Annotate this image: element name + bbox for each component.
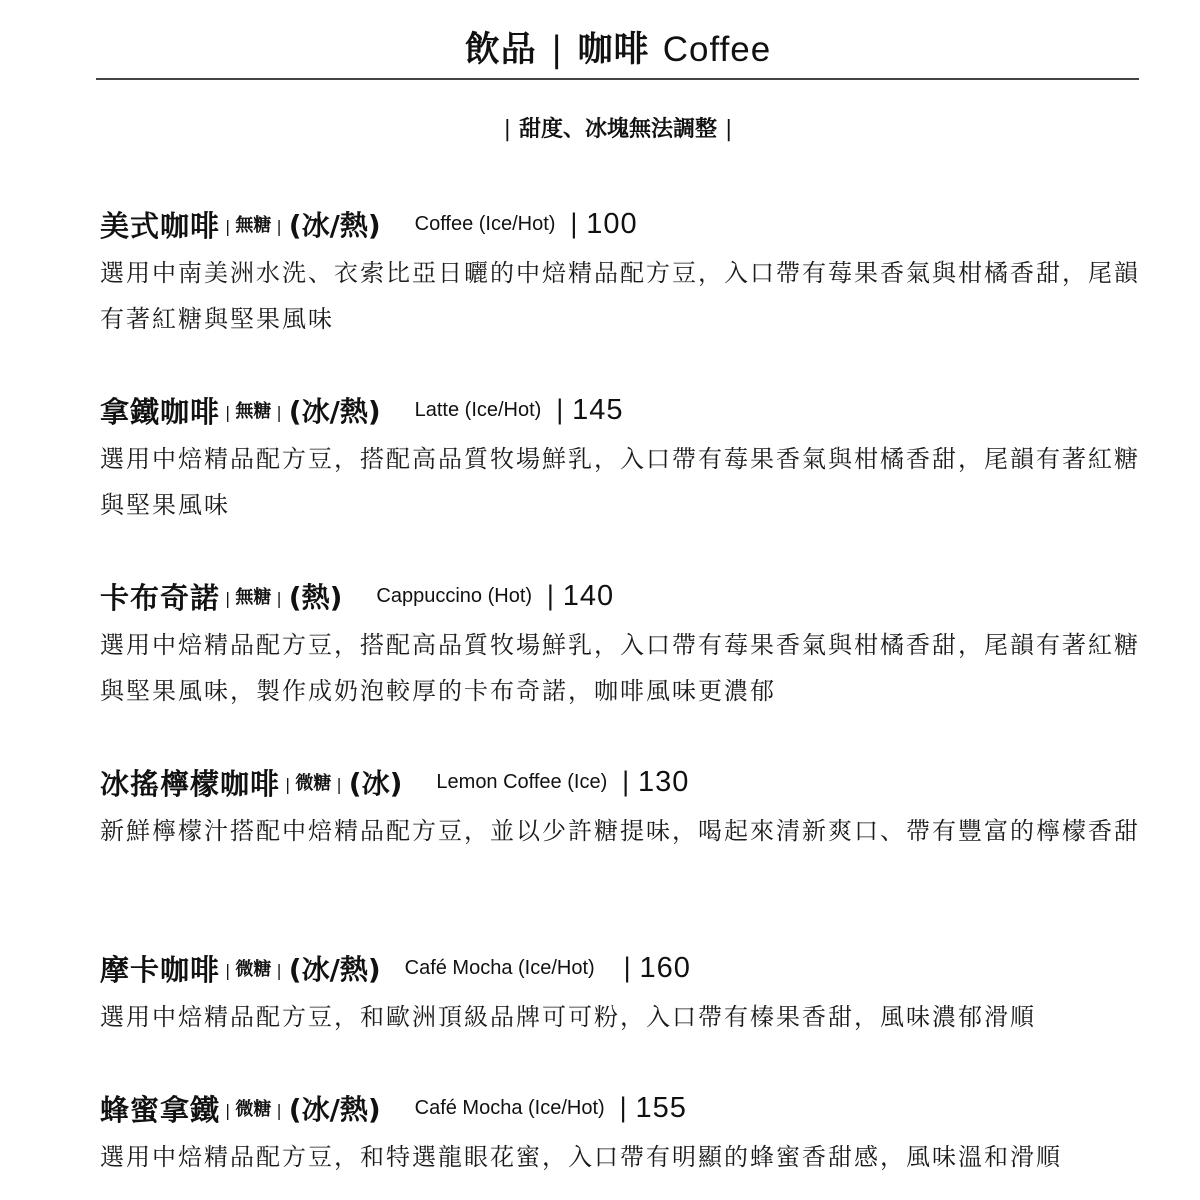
- item-name: 蜂蜜拿鐵: [100, 1092, 221, 1127]
- price-separator: |: [622, 953, 632, 983]
- item-english-name: Coffee (Ice/Hot): [414, 212, 556, 235]
- item-name: 美式咖啡: [100, 208, 221, 243]
- price-separator: |: [555, 395, 565, 425]
- item-separator: |: [276, 216, 282, 236]
- item-sugar: 微糖: [235, 959, 272, 980]
- item-english-name: Lemon Coffee (Ice): [436, 770, 608, 793]
- item-english-name: Latte (Ice/Hot): [414, 398, 542, 421]
- page-title: [0, 22, 1200, 72]
- menu-list: [100, 198, 1140, 1182]
- item-name: 拿鐵咖啡: [100, 394, 221, 429]
- item-separator: |: [285, 774, 291, 794]
- item-price: 100: [586, 207, 638, 240]
- item-separator: |: [225, 402, 231, 422]
- item-description: 選用中焙精品配方豆，搭配高品質牧場鮮乳，入口帶有莓果香氣與柑橘香甜，尾韻有著紅糖與堅果風味: [100, 445, 1140, 519]
- item-name: 卡布奇諾: [100, 580, 221, 615]
- item-price: 155: [635, 1091, 687, 1124]
- menu-item: [100, 198, 1140, 384]
- title-separator: |: [550, 30, 564, 70]
- item-separator: |: [225, 216, 231, 236]
- price-separator: |: [546, 581, 555, 611]
- note-bar-left: |: [503, 117, 511, 142]
- item-price: 140: [562, 579, 615, 612]
- menu-item-header: [100, 1082, 1140, 1134]
- item-separator: |: [225, 588, 231, 608]
- item-separator: |: [276, 402, 282, 422]
- item-sugar: 無糖: [235, 215, 272, 236]
- item-price: 145: [572, 393, 624, 426]
- item-separator: |: [336, 774, 342, 794]
- note-bar-right: |: [725, 117, 733, 142]
- menu-item-header: [100, 942, 1140, 994]
- item-description: 選用中焙精品配方豆，和歐洲頂級品牌可可粉，入口帶有榛果香甜，風味濃郁滑順: [100, 1003, 1036, 1031]
- item-description: 選用中南美洲水洗、衣索比亞日曬的中焙精品配方豆，入口帶有莓果香氣與柑橘香甜，尾韻有著紅糖與堅果風味: [100, 259, 1140, 333]
- item-description: 選用中焙精品配方豆，搭配高品質牧場鮮乳，入口帶有莓果香氣與柑橘香甜，尾韻有著紅糖與堅果風味，製作成奶泡較厚的卡布奇諾，咖啡風味更濃郁: [100, 631, 1140, 705]
- menu-item-header: [100, 198, 1140, 250]
- menu-item: [100, 942, 1140, 1082]
- price-separator: |: [569, 209, 579, 239]
- item-sugar: 微糖: [295, 773, 332, 794]
- menu-item: [100, 384, 1140, 570]
- item-separator: |: [276, 1100, 282, 1120]
- item-description: 新鮮檸檬汁搭配中焙精品配方豆，並以少許糖提味，喝起來清新爽口、帶有豐富的檸檬香甜: [100, 817, 1140, 845]
- menu-item-header: [100, 384, 1140, 436]
- item-temperature: (熱): [288, 581, 343, 614]
- item-temperature: (冰): [348, 767, 403, 800]
- item-english-name: Cappuccino (Hot): [376, 584, 533, 607]
- item-name: 冰搖檸檬咖啡: [100, 766, 281, 801]
- menu-note: [0, 112, 1200, 143]
- note-text: 甜度、冰塊無法調整: [518, 117, 717, 142]
- item-english-name: Café Mocha (Ice/Hot): [414, 1096, 605, 1119]
- menu-item: [100, 1082, 1140, 1182]
- title-divider: [96, 78, 1139, 80]
- price-separator: |: [621, 767, 631, 797]
- menu-item-header: [100, 570, 1140, 622]
- menu-item-header: [100, 756, 1140, 808]
- item-temperature: (冰/熱): [288, 1093, 381, 1126]
- title-coffee-en: Coffee: [662, 30, 772, 69]
- item-temperature: (冰/熱): [288, 395, 381, 428]
- item-temperature: (冰/熱): [288, 209, 381, 242]
- item-separator: |: [276, 960, 282, 980]
- title-coffee-zh: 咖啡: [577, 30, 650, 70]
- title-drinks: 飲品: [464, 30, 537, 70]
- item-separator: |: [276, 588, 282, 608]
- menu-item: [100, 756, 1140, 942]
- price-separator: |: [618, 1093, 628, 1123]
- item-separator: |: [225, 1100, 231, 1120]
- item-english-name: Café Mocha (Ice/Hot): [404, 956, 595, 979]
- item-sugar: 微糖: [235, 1099, 272, 1120]
- item-temperature: (冰/熱): [288, 953, 381, 986]
- item-sugar: 無糖: [235, 587, 272, 608]
- item-price: 130: [638, 765, 690, 798]
- menu-item: [100, 570, 1140, 756]
- item-separator: |: [225, 960, 231, 980]
- item-name: 摩卡咖啡: [100, 952, 221, 987]
- item-sugar: 無糖: [235, 401, 272, 422]
- item-description: 選用中焙精品配方豆，和特選龍眼花蜜，入口帶有明顯的蜂蜜香甜感，風味溫和滑順: [100, 1143, 1062, 1171]
- item-price: 160: [639, 951, 691, 984]
